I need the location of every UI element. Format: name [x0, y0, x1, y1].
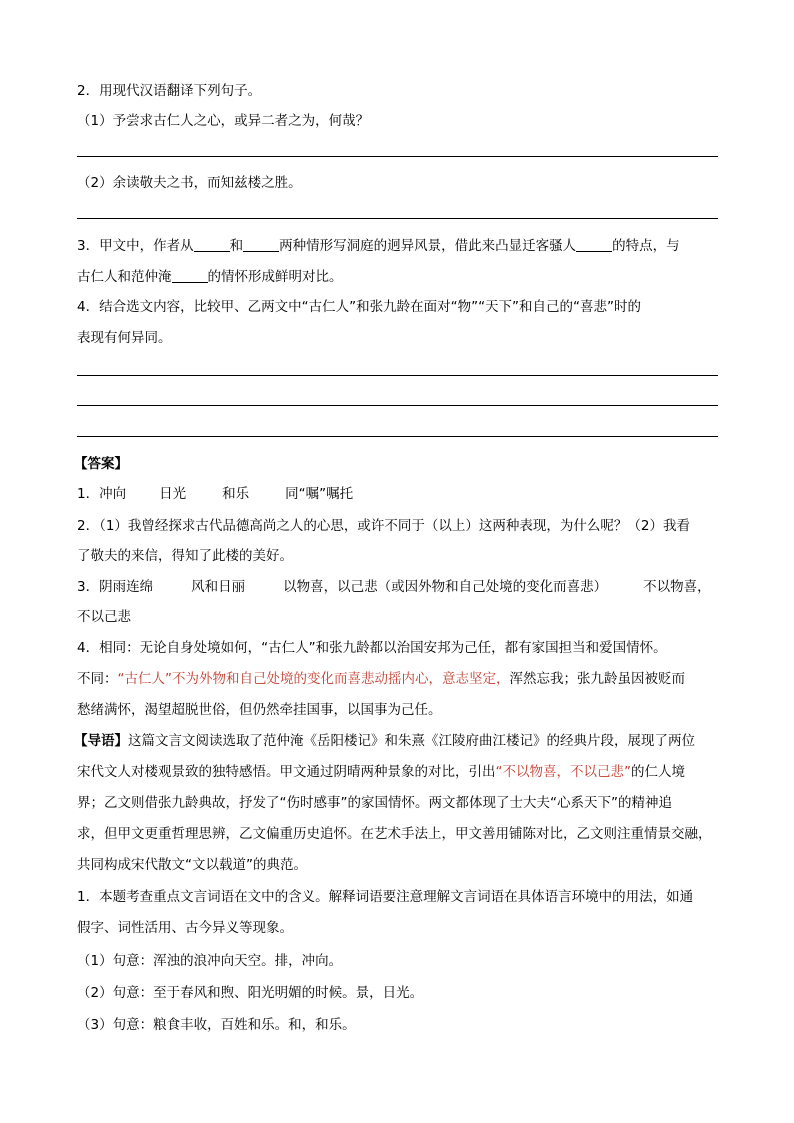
answer-3-line-1 [77, 577, 711, 597]
answer-1-item-2: 日光 [159, 486, 187, 502]
guide-line-4: 求，但甲文更重哲理思辨，乙文偏重历史追怀。在艺术手法上，甲文善用铺陈对比，乙文则注重情景交融， [77, 826, 712, 842]
answer-4-diff-label: 不同： [77, 671, 118, 687]
answer-3-item-2: 风和日丽 [191, 579, 246, 595]
q3-text-c: 两种情形写洞庭的迥异风景，借此来凸显迁客骚人 [279, 238, 577, 254]
answer-4-different [77, 669, 685, 689]
question-3-line-2 [77, 267, 343, 287]
explain-sentence-3: （3）句意：粮食丰收，百姓和乐。和，和乐。 [77, 1017, 356, 1033]
guide-line-3: 界；乙文则借张九龄典故，抒发了“伤时感事”的家国情怀。两文都体现了士大夫“心系天下”的精神追 [77, 795, 672, 811]
guide-tag: 【导语】 [74, 733, 128, 749]
answer-2-line-2: 了敬夫的来信，得知了此楼的美好。 [77, 548, 293, 564]
q3-text-f: 的情怀形成鲜明对比。 [207, 269, 343, 285]
question-4-line-2: 表现有何异同。 [77, 330, 172, 346]
fill-blank [172, 268, 208, 283]
answer-line [77, 218, 718, 219]
guide-text-1: 这篇文言文阅读选取了范仲淹《岳阳楼记》和朱熹《江陵府曲江楼记》的经典片段，展现了两位 [128, 733, 695, 749]
explain-sentence-1: （1）句意：浑浊的浪冲向天空。排，冲向。 [77, 953, 343, 969]
guide-line-2 [77, 762, 685, 782]
answer-2-line-1: 2．（1）我曾经探求古代品德高尚之人的心思，或许不同于（以上）这两种表现，为什么呢？（2）我看 [77, 518, 691, 534]
question-2-sentence-1: （1）予尝求古仁人之心，或异二者之为，何哉？ [77, 113, 370, 129]
question-2-title: 2．用现代汉语翻译下列句子。 [77, 83, 262, 99]
answer-4-same: 4．相同：无论自身处境如何，“古仁人”和张九龄都以治国安邦为己任，都有家国担当和爱国情怀。 [77, 640, 667, 656]
answer-line [77, 436, 718, 437]
fill-blank [194, 237, 230, 252]
guide-text-2b: 的仁人境 [631, 764, 685, 780]
q3-text-e: 古仁人和范仲淹 [77, 269, 172, 285]
question-2-sentence-2: （2）余读敬夫之书，而知兹楼之胜。 [77, 175, 302, 191]
fill-blank [243, 237, 279, 252]
answer-1 [77, 484, 353, 504]
answer-3-item-4: 不以物喜， [643, 579, 711, 595]
answer-line [77, 375, 718, 376]
answer-4-line-3: 愁绪满怀，渴望超脱世俗，但仍然牵挂国事，以国事为己任。 [77, 702, 442, 718]
answer-line [77, 156, 718, 157]
question-3-line-1 [77, 236, 680, 256]
q3-text-a: 3．甲文中，作者从 [77, 238, 194, 254]
answer-1-item-3: 和乐 [222, 486, 250, 502]
answer-3-item-3: 以物喜，以己悲（或因外物和自己处境的变化而喜悲） [283, 579, 608, 595]
answer-1-item-4: 同“嘱”嘱托 [285, 486, 354, 502]
guide-text-2: 宋代文人对楼观景致的独特感悟。甲文通过阴晴两种景象的对比，引出 [77, 764, 496, 780]
guide-line-5: 共同构成宋代散文“文以载道”的典范。 [77, 857, 307, 873]
question-4-line-1: 4．结合选文内容，比较甲、乙两文中“古仁人”和张九龄在面对“物”“天下”和自己的“喜悲”时的 [77, 299, 642, 315]
answer-line [77, 405, 718, 406]
answer-3-line-2: 不以己悲 [77, 609, 131, 625]
guide-highlight: “不以物喜，不以己悲” [495, 764, 631, 780]
fill-blank [576, 237, 612, 252]
answer-4-diff-highlight: “古仁人”不为外物和自己处境的变化而喜悲动摇内心，意志坚定， [117, 671, 510, 687]
q3-text-b: 和 [229, 238, 244, 254]
answer-4-diff-rest: 浑然忘我；张九龄虽因被贬而 [509, 671, 685, 687]
answer-3-item-1: 3．阴雨连绵 [77, 579, 154, 595]
answer-1-item-1: 1．冲向 [77, 486, 127, 502]
explain-1-line-2: 假字、词性活用、古今异义等现象。 [77, 920, 293, 936]
answer-header: 【答案】 [74, 456, 128, 472]
explain-sentence-2: （2）句意：至于春风和煦、阳光明媚的时候。景，日光。 [77, 985, 424, 1001]
explain-1-line-1: 1．本题考查重点文言词语在文中的含义。解释词语要注意理解文言词语在具体语言环境中的用法，如通 [77, 889, 694, 905]
guide-line-1 [74, 731, 695, 751]
q3-text-d: 的特点，与 [612, 238, 680, 254]
